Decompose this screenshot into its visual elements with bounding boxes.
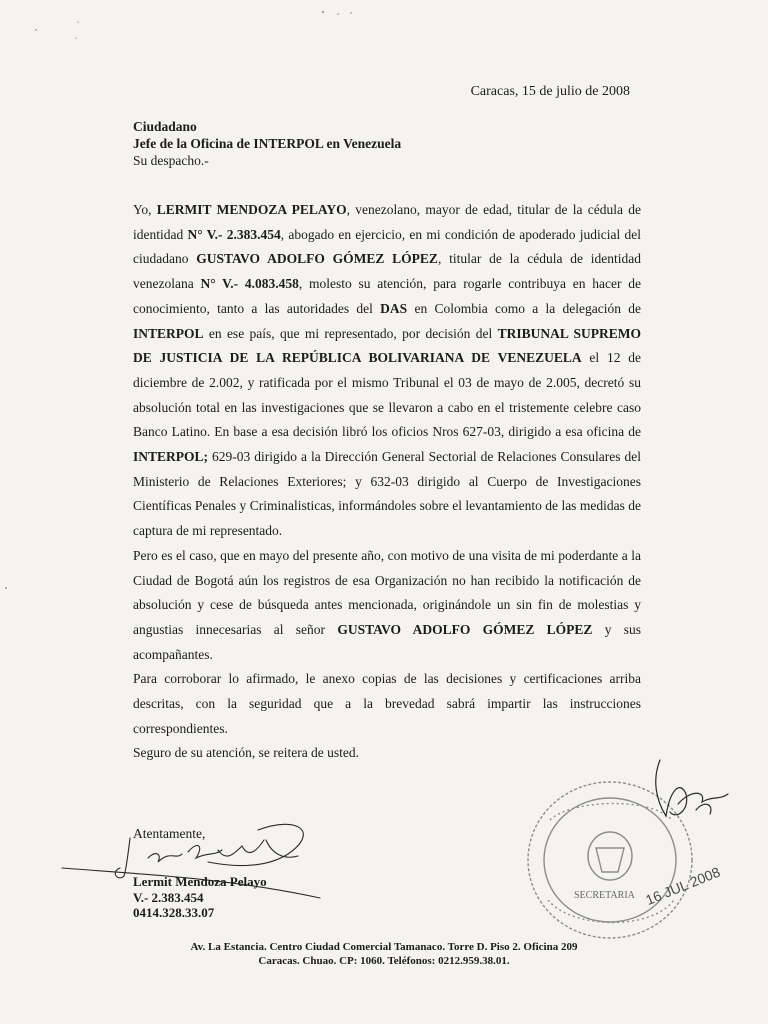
paragraph-1 [133, 198, 641, 544]
text-run-8: , molesto su atención, para rogarle contribuya en hacer de conocimiento, tanto a las autoridades del [133, 276, 641, 316]
paragraph-2 [133, 544, 641, 668]
text-run-16: 629-03 dirigido a la Dirección General Sectorial de Relaciones Consulares del Ministerio de Relaciones Exteriores; y 632-03 dirigido al Cuerpo de Investigaciones Científicas Penales y Criminalisticas, informándoles sobre el levantamiento de las medidas de captura de mi representado. [133, 449, 641, 539]
official-stamp [510, 760, 740, 950]
text-run-0: Yo, [133, 202, 157, 217]
text-run-4: , abogado en ejercicio, en mi condición de apoderado judicial del ciudadano [133, 226, 641, 267]
text-run-10: en Colombia como a la delegación de [407, 300, 641, 316]
bold-text-run-15: INTERPOL; [133, 449, 209, 465]
text-run-14: el 12 de diciembre de 2.002, y ratificada por el mismo Tribunal el 03 de mayo de 2.005, decretó su absolución total en las investigaciones que se llevaron a cabo en el tristemente celebre caso Banco Latino. En base a esa decisión libró los oficios Nros 627-03, dirigido a esa oficina de [133, 350, 641, 440]
recipient-office: Jefe de la Oficina de INTERPOL en Venezuela [133, 136, 402, 151]
text-run-6: , titular de la cédula de identidad venezolana [133, 251, 641, 292]
stamp-signature [656, 760, 728, 816]
bold-text-run-13: TRIBUNAL SUPREMO DE JUSTICIA DE LA REPÚBLICA BOLIVARIANA DE VENEZUELA [133, 325, 641, 366]
bold-text-run-9: DAS [380, 300, 408, 316]
signer-phone: 0414.328.33.07 [133, 905, 215, 920]
date-stamp: 16 JUL 2008 [643, 863, 723, 908]
signer-name: Lermit Mendoza Pelayo [133, 874, 267, 889]
bold-text-run-3: N° V.- 2.383.454 [187, 226, 281, 242]
recipient-title: Ciudadano [133, 119, 197, 134]
text-run-12: en ese país, que mi representado, por decisión del [203, 325, 498, 341]
bold-text-run-7: N° V.- 4.083.458 [200, 276, 299, 292]
letterhead-footer [0, 940, 768, 968]
footer-contact: Caracas. Chuao. CP: 1060. Teléfonos: 0212.959.38.01. [258, 955, 510, 967]
bold-text-run-11: INTERPOL [133, 325, 204, 341]
stamp-label: SECRETARIA [574, 890, 635, 901]
paragraph-3: Para corroborar lo afirmado, le anexo copias de las decisiones y certificaciones arriba descritas, con la seguridad que a la brevedad sabrá impartir las instrucciones correspondientes. [133, 671, 641, 736]
text-run-2: , venezolano, mayor de edad, titular de la cédula de identidad [133, 202, 641, 242]
text-run-2: y sus acompañantes. [133, 621, 641, 662]
bold-text-run-1: GUSTAVO ADOLFO GÓMEZ LÓPEZ [337, 621, 593, 637]
recipient-salutation: Su despacho.- [133, 153, 209, 168]
letter-date: Caracas, 15 de julio de 2008 [470, 84, 630, 99]
bold-text-run-5: GUSTAVO ADOLFO GÓMEZ LÓPEZ [196, 251, 438, 267]
text-run-0: Pero es el caso, que en mayo del presente año, con motivo de una visita de mi poderdante a la Ciudad de Bogotá aún los registros de esa Organización no han recibido la notificación de absolución y cese de búsqueda antes mencionada, originándole un sin fin de molestias y angustias innecesarias al señor [133, 547, 641, 637]
paragraph-4: Seguro de su atención, se reitera de usted. [133, 745, 360, 761]
signer-block [133, 874, 267, 921]
letter-body [133, 198, 641, 766]
signer-id: V.- 2.383.454 [133, 889, 204, 905]
closing: Atentamente, [133, 826, 206, 841]
footer-address: Av. La Estancia. Centro Ciudad Comercial Tamanaco. Torre D. Piso 2. Oficina 209 [190, 941, 578, 953]
recipient-block [133, 118, 401, 169]
bold-text-run-1: LERMIT MENDOZA PELAYO [156, 202, 347, 217]
